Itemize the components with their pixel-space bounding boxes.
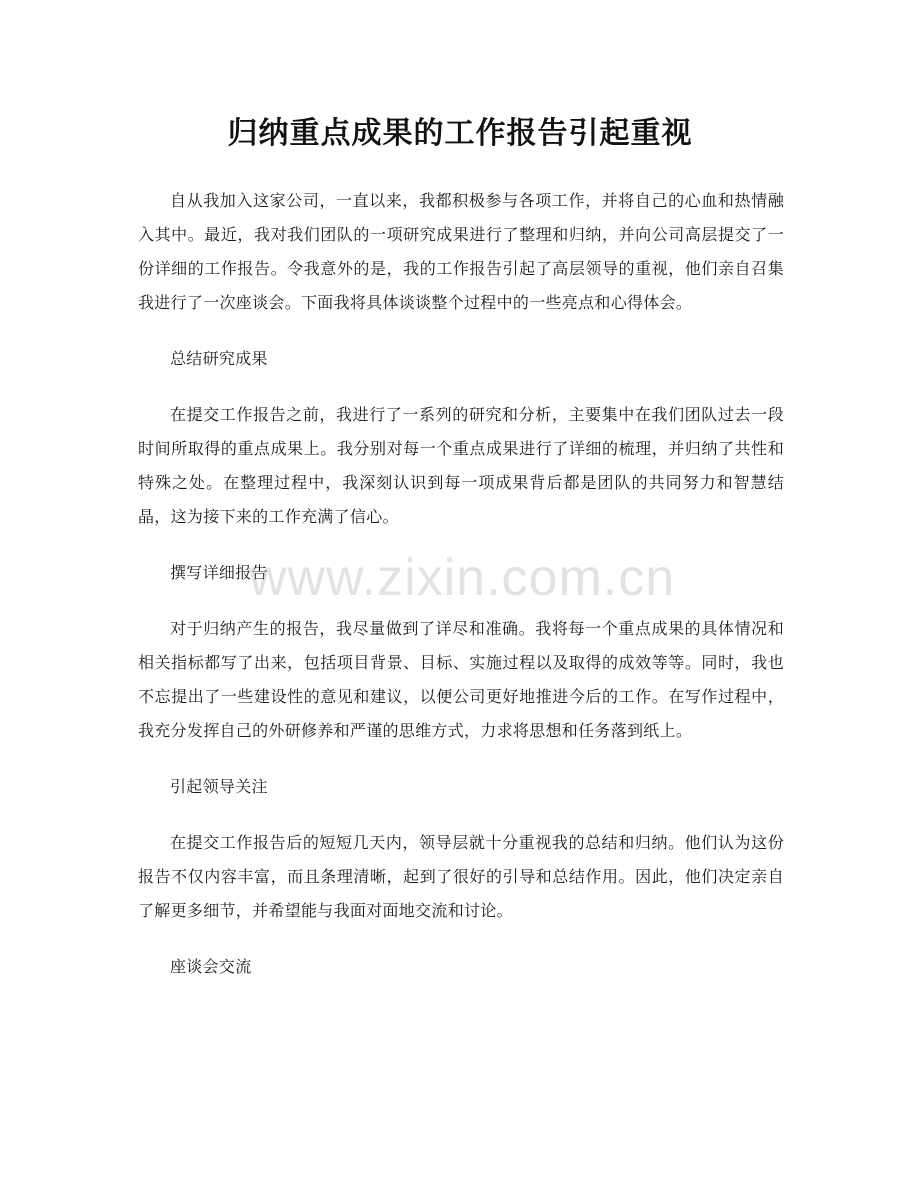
section-heading-discussion: 座谈会交流 [170,957,252,976]
attention-paragraph: 在提交工作报告后的短短几天内，领导层就十分重视我的总结和归纳。他们认为这份报告不仅内容丰富，而且条理清晰，起到了很好的引导和总结作用。因此，他们决定亲自了解更多细节，并希望能与我面对面地交流和讨论。 [138,833,784,920]
section-heading-attention: 引起领导关注 [170,777,268,796]
section-heading-research: 总结研究成果 [170,349,268,368]
document-title: 归纳重点成果的工作报告引起重视 [227,116,693,151]
document-body [138,184,784,1006]
report-paragraph: 对于归纳产生的报告，我尽量做到了详尽和准确。我将每一个重点成果的具体情况和相关指标都写了出来，包括项目背景、目标、实施过程以及取得的成效等等。同时，我也不忘提出了一些建设性的意见和建议，以便公司更好地推进今后的工作。在写作过程中，我充分发挥自己的外研修养和严谨的思维方式，力求将思想和任务落到纸上。 [138,619,784,740]
intro-paragraph: 自从我加入这家公司，一直以来，我都积极参与各项工作，并将自己的心血和热情融入其中。最近，我对我们团队的一项研究成果进行了整理和归纳，并向公司高层提交了一份详细的工作报告。令我意外的是，我的工作报告引起了高层领导的重视，他们亲自召集我进行了一次座谈会。下面我将具体谈谈整个过程中的一些亮点和心得体会。 [138,191,784,312]
research-paragraph: 在提交工作报告之前，我进行了一系列的研究和分析，主要集中在我们团队过去一段时间所取得的重点成果上。我分别对每一个重点成果进行了详细的梳理，并归纳了共性和特殊之处。在整理过程中，我深刻认识到每一项成果背后都是团队的共同努力和智慧结晶，这为接下来的工作充满了信心。 [138,405,784,526]
section-heading-report: 撰写详细报告 [170,563,268,582]
watermark-text: www.zixin.com.cn [248,549,676,607]
